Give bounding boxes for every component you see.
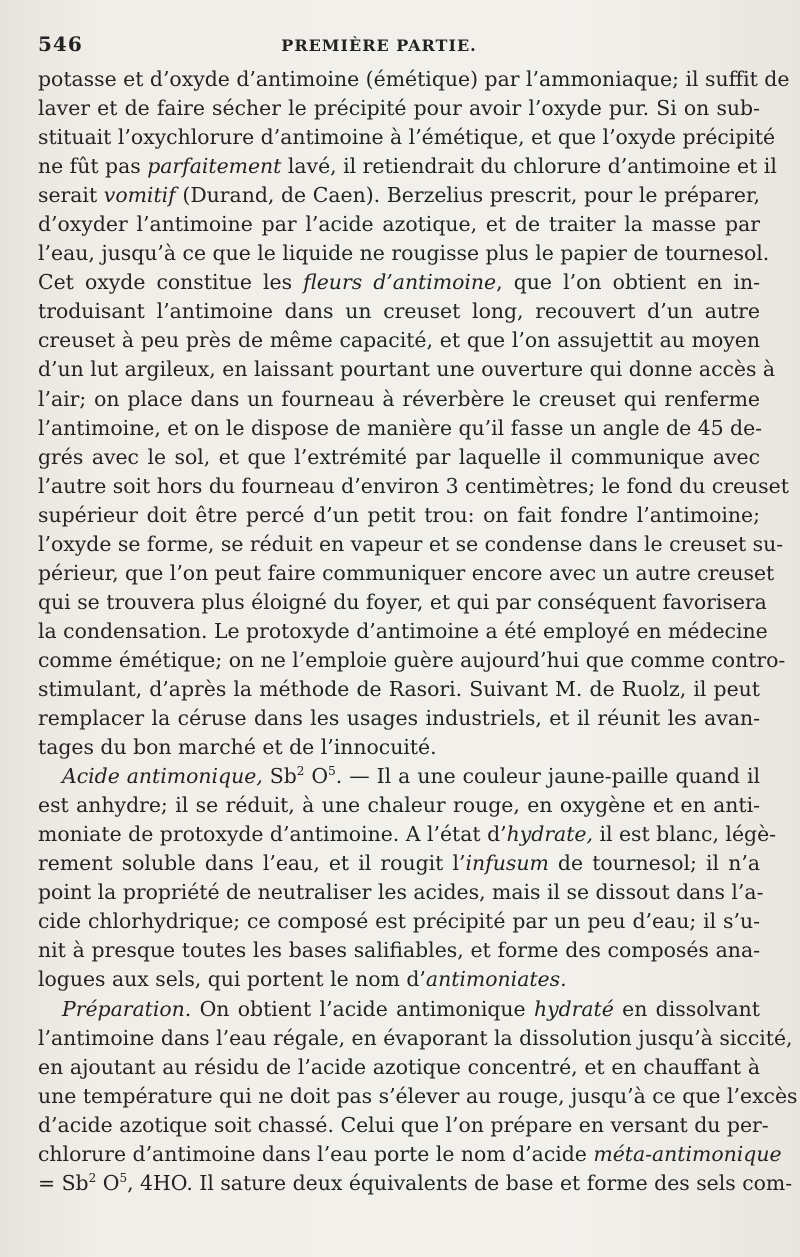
- text-line: [38, 530, 784, 559]
- text-line: [38, 152, 777, 181]
- text-segment: point la propriété de neutraliser les acides, mais il se dissout dans l’a-: [38, 880, 764, 905]
- text-segment: grés avec le sol, et que l’extrémité par laquelle il communique avec: [38, 444, 760, 469]
- text-segment: remplacer la céruse dans les usages industriels, et il réunit les avan-: [38, 706, 760, 731]
- italic-text: hydraté: [533, 996, 614, 1021]
- text-segment: . — Il a une couleur jaune-paille quand il: [335, 764, 760, 789]
- text-segment: comme émétique; on ne l’emploie guère aujourd’hui que comme contro-: [38, 647, 786, 672]
- text-line: [38, 123, 776, 152]
- text-line: [38, 995, 760, 1024]
- italic-text: antimoniates.: [425, 967, 567, 992]
- text-line: [38, 181, 760, 210]
- text-segment: de tournesol; il n’a: [548, 851, 760, 876]
- italic-text: méta-antimonique: [593, 1141, 782, 1166]
- text-segment: l’oxyde se forme, se réduit en vapeur et se condense dans le creuset su-: [38, 531, 784, 556]
- text-line: [38, 646, 786, 675]
- text-segment: lavé, il retiendrait du chlorure d’antimoine et il: [281, 154, 777, 179]
- italic-text: parfaitement: [147, 154, 282, 179]
- text-line: [38, 559, 775, 588]
- text-segment: l’antimoine, et on le dispose de manière qu’il fasse un angle de 45 de-: [38, 415, 763, 440]
- text-segment: On obtient l’acide antimonique: [191, 996, 534, 1021]
- text-segment: Sb: [262, 764, 297, 789]
- text-line: [38, 1024, 793, 1053]
- text-segment: = Sb: [38, 1170, 89, 1195]
- text-line: [38, 820, 777, 849]
- text-segment: creuset à peu près de même capacité, et que l’on assujettit au moyen: [38, 328, 760, 353]
- text-line: [38, 965, 760, 994]
- text-segment: une température qui ne doit pas s’élever au rouge, jusqu’à ce que l’excès: [38, 1083, 798, 1108]
- text-segment: l’autre soit hors du fourneau d’environ 3 centimètres; le fond du creuset: [38, 473, 789, 498]
- text-line: [38, 65, 790, 94]
- text-segment: O: [96, 1170, 120, 1195]
- text-segment: stimulant, d’après la méthode de Rasori. Suivant M. de Ruolz, il peut: [38, 676, 760, 701]
- text-segment: l’eau, jusqu’à ce que le liquide ne rougisse plus le papier de tournesol.: [38, 241, 770, 266]
- text-segment: qui se trouvera plus éloigné du foyer, et qui par conséquent favorisera: [38, 589, 767, 614]
- page-header: [38, 32, 760, 62]
- text-segment: nit à presque toutes les bases salifiables, et forme des composés ana-: [38, 938, 760, 963]
- page-number: 546: [38, 32, 83, 56]
- text-segment: rement soluble dans l’eau, et il rougit l’: [38, 851, 466, 876]
- italic-text: Acide antimonique,: [62, 764, 263, 789]
- text-segment: O: [304, 764, 329, 789]
- text-segment: d’acide azotique soit chassé. Celui que l’on prépare en versant du per-: [38, 1112, 769, 1137]
- superscript: 2: [88, 1170, 97, 1185]
- text-segment: logues aux sels, qui portent le nom d’: [38, 967, 426, 992]
- text-segment: ne fût pas: [38, 154, 148, 179]
- italic-text: fleurs d’antimoine: [303, 270, 497, 295]
- text-segment: (Durand, de Caen). Berzelius prescrit, pour le préparer,: [175, 183, 760, 208]
- italic-text: vomitif: [103, 183, 176, 208]
- text-segment: en dissolvant: [613, 996, 760, 1021]
- text-segment: Cet oxyde constitue les: [38, 270, 304, 295]
- text-line: [38, 588, 767, 617]
- text-segment: il est blanc, légè-: [592, 822, 777, 847]
- text-line: [38, 210, 760, 239]
- text-line: [38, 675, 760, 704]
- text-segment: cide chlorhydrique; ce composé est précipité par un peu d’eau; il s’u-: [38, 909, 760, 934]
- text-line: [38, 1140, 782, 1169]
- text-line: [38, 878, 764, 907]
- italic-text: infusum: [465, 851, 549, 876]
- text-line: [38, 94, 760, 123]
- text-line: [38, 239, 770, 268]
- text-line: [38, 617, 768, 646]
- text-line: [38, 791, 760, 820]
- text-segment: supérieur doit être percé d’un petit trou: on fait fondre l’antimoine;: [38, 502, 760, 527]
- text-segment: moniate de protoxyde d’antimoine. A l’état d’: [38, 822, 507, 847]
- text-line: [38, 733, 760, 762]
- text-line: [38, 936, 760, 965]
- text-line: [38, 1111, 769, 1140]
- text-segment: serait: [38, 183, 104, 208]
- text-line: [38, 443, 760, 472]
- text-segment: la condensation. Le protoxyde d’antimoine a été employé en médecine: [38, 618, 768, 643]
- body-text: [38, 65, 798, 1198]
- text-line: [38, 355, 776, 384]
- text-line: [38, 385, 760, 414]
- text-segment: , que l’on obtient en in-: [496, 270, 760, 295]
- superscript: 2: [296, 764, 305, 779]
- text-segment: périeur, que l’on peut faire communiquer encore avec un autre creuset: [38, 560, 775, 585]
- text-segment: l’air; on place dans un fourneau à réverbère le creuset qui renferme: [38, 386, 760, 411]
- text-segment: d’un lut argileux, en laissant pourtant une ouverture qui donne accès à: [38, 357, 776, 382]
- text-line: [38, 326, 760, 355]
- text-line: [38, 704, 760, 733]
- text-segment: potasse et d’oxyde d’antimoine (émétique) par l’ammoniaque; il suffit de: [38, 67, 790, 91]
- text-line: [38, 762, 760, 791]
- running-title: PREMIÈRE PARTIE.: [281, 36, 477, 55]
- italic-text: hydrate,: [506, 822, 593, 847]
- text-line: [38, 472, 789, 501]
- text-segment: d’oxyder l’antimoine par l’acide azotique, et de traiter la masse par: [38, 212, 760, 237]
- text-line: [38, 414, 763, 443]
- text-segment: chlorure d’antimoine dans l’eau porte le nom d’acide: [38, 1141, 594, 1166]
- text-segment: l’antimoine dans l’eau régale, en évaporant la dissolution jusqu’à siccité,: [38, 1025, 793, 1050]
- text-segment: stituait l’oxychlorure d’antimoine à l’émétique, et que l’oxyde précipité: [38, 125, 776, 150]
- text-line: [38, 268, 760, 297]
- text-line: [38, 907, 760, 936]
- text-line: [38, 501, 760, 530]
- text-line: [38, 1053, 760, 1082]
- text-segment: en ajoutant au résidu de l’acide azotique concentré, et en chauffant à: [38, 1054, 760, 1079]
- text-line: [38, 849, 760, 878]
- text-segment: laver et de faire sécher le précipité pour avoir l’oxyde pur. Si on sub-: [38, 96, 760, 121]
- text-segment: est anhydre; il se réduit, à une chaleur rouge, en oxygène et en anti-: [38, 793, 760, 818]
- text-line: [38, 297, 760, 326]
- text-segment: tages du bon marché et de l’innocuité.: [38, 735, 437, 760]
- text-line: [38, 1169, 793, 1198]
- superscript: 5: [328, 764, 336, 779]
- superscript: 5: [119, 1170, 128, 1185]
- italic-text: Préparation.: [62, 996, 192, 1021]
- text-segment: , 4HO. Il sature deux équivalents de base et forme des sels com-: [127, 1170, 793, 1195]
- text-segment: troduisant l’antimoine dans un creuset long, recouvert d’un autre: [38, 299, 760, 324]
- text-line: [38, 1082, 798, 1111]
